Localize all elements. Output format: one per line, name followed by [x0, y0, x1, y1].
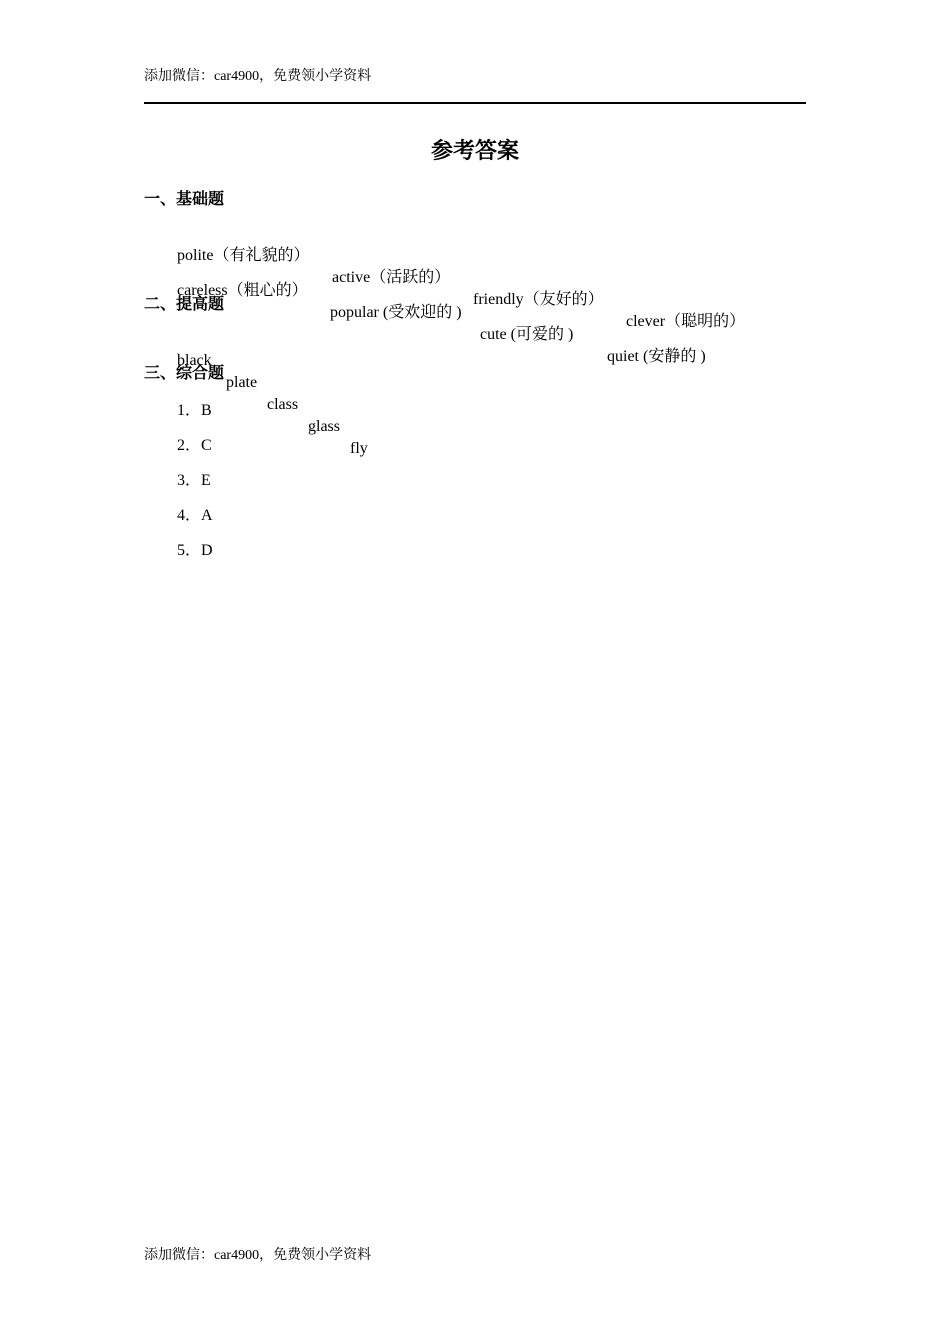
section-heading-basic: 一、基础题: [144, 191, 225, 208]
answer-item-5: 5．D: [177, 542, 213, 559]
answer-item-4: 4．A: [177, 507, 213, 524]
term-item: active（活跃的）: [332, 269, 451, 286]
term-item: cute (可爱的 ): [480, 326, 574, 343]
section-heading-comprehensive: 三、综合题: [144, 365, 225, 382]
word-item: black: [177, 352, 212, 369]
document-title: 参考答案: [430, 138, 519, 163]
answer-item-1: 1．B: [177, 402, 212, 419]
word-item: plate: [226, 374, 258, 391]
term-item: quiet (安静的 ): [607, 348, 706, 365]
word-item: glass: [308, 418, 340, 435]
term-item: popular (受欢迎的 ): [330, 304, 462, 321]
page-header: 添加微信：car4900，免费领小学资料: [144, 69, 372, 84]
term-item: careless（粗心的）: [177, 282, 308, 299]
answer-item-2: 2．C: [177, 437, 212, 454]
section-heading-advanced: 二、提高题: [144, 296, 225, 313]
term-item: friendly（友好的）: [473, 291, 604, 308]
page-footer: 添加微信：car4900，免费领小学资料: [144, 1248, 372, 1263]
term-item: clever（聪明的）: [626, 313, 746, 330]
header-divider: [144, 102, 806, 104]
word-item: fly: [350, 440, 368, 457]
term-item: polite（有礼貌的）: [177, 247, 310, 264]
word-item: class: [267, 396, 299, 413]
answer-item-3: 3．E: [177, 472, 211, 489]
